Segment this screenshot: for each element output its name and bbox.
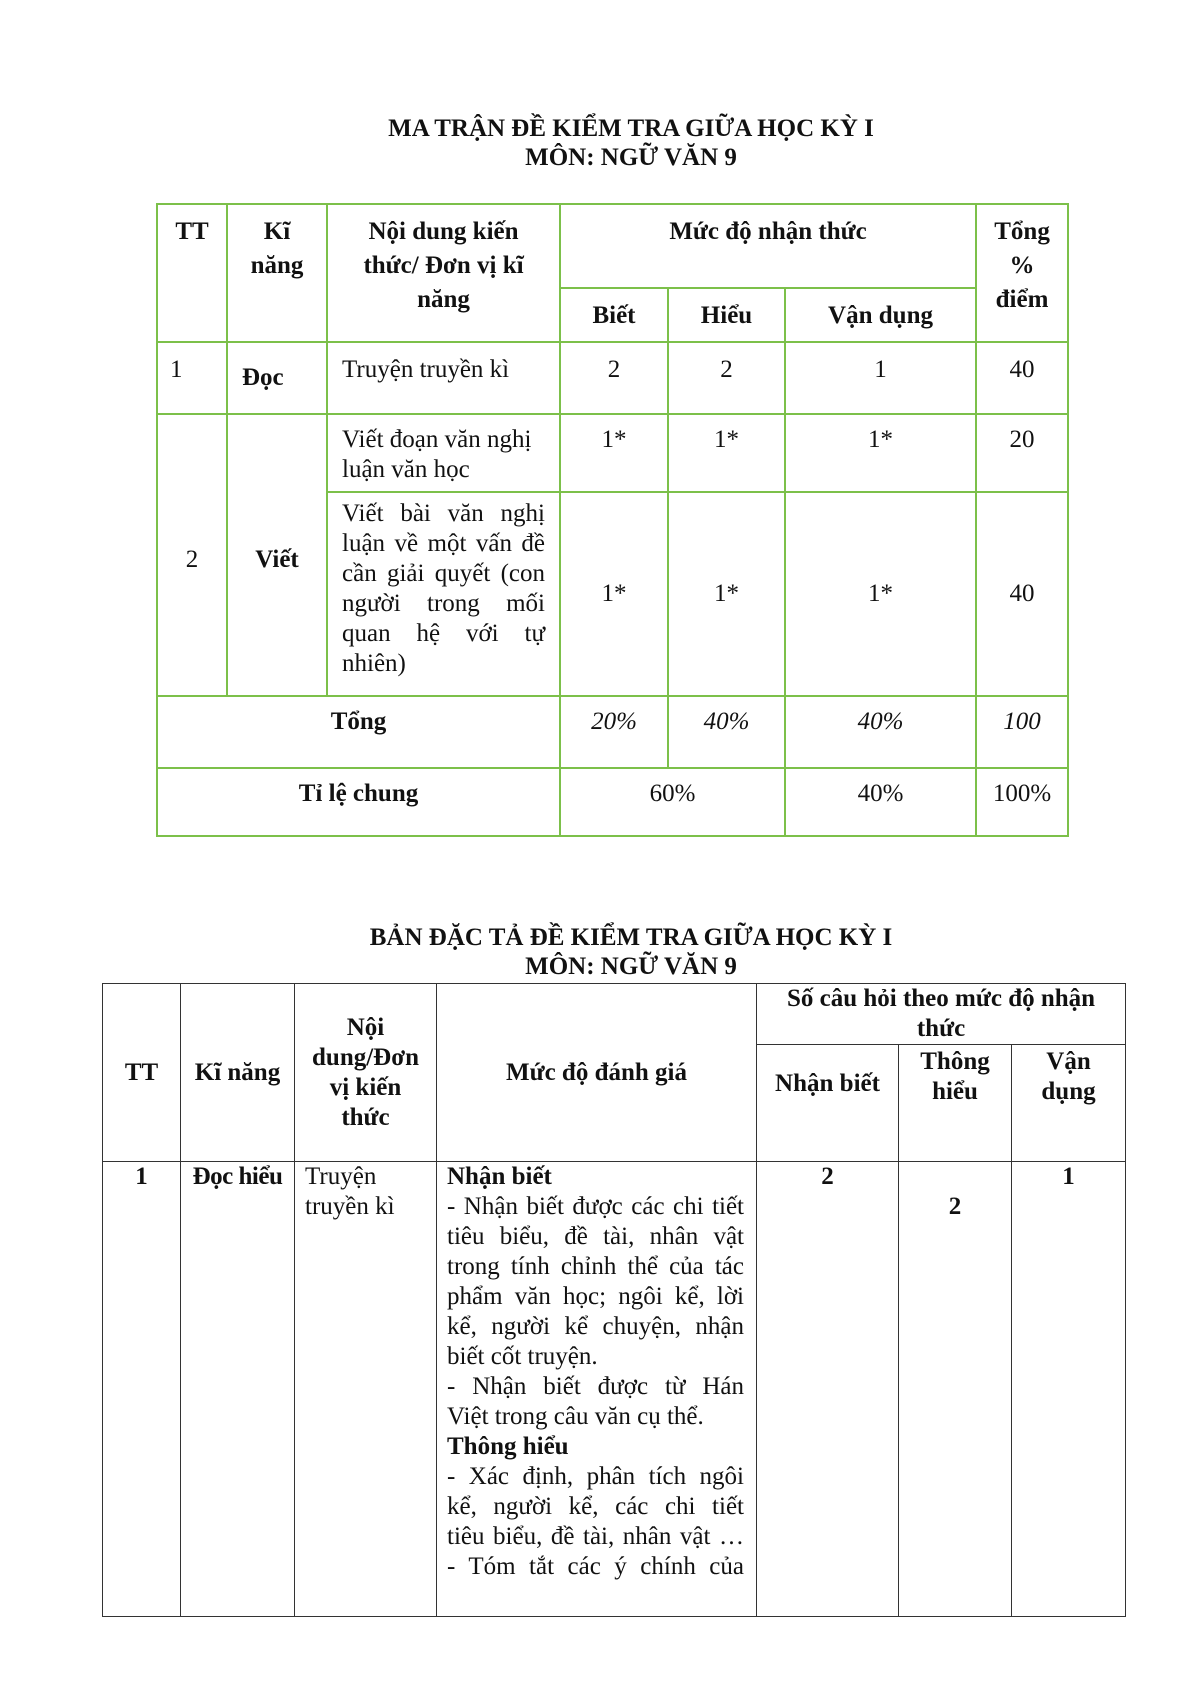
matrix-content-line: nhiên)	[342, 650, 406, 677]
matrix-cell-content	[327, 492, 560, 696]
desc-line: trong tính chỉnh thể của tác	[447, 1253, 744, 1280]
spec-header-content-line: Nội	[346, 1013, 385, 1041]
desc-heading-comprehend: Thông hiểu	[447, 1433, 569, 1460]
desc-line: kể, người kể chuyện, nhận	[447, 1313, 744, 1340]
spec-row-reading	[103, 1162, 1126, 1617]
matrix-cell-know: 1*	[560, 414, 668, 492]
spec-cell-recognize: 2	[757, 1162, 899, 1617]
matrix-total-label: Tổng	[157, 696, 560, 768]
matrix-cell-know: 2	[560, 342, 668, 414]
matrix-ratio-know-understand: 60%	[560, 768, 785, 836]
spec-header-content-line: thức	[341, 1103, 390, 1131]
spec-header-tt: TT	[103, 984, 181, 1162]
spec-title-line1: BẢN ĐẶC TẢ ĐỀ KIỂM TRA GIỮA HỌC KỲ I	[369, 924, 893, 951]
spec-table	[102, 983, 1126, 1617]
spec-title	[0, 923, 1190, 981]
matrix-cell-understand: 1*	[668, 414, 785, 492]
spec-header-content	[295, 984, 437, 1162]
spec-header-questions	[757, 984, 1126, 1045]
matrix-header-total-l1: Tổng	[994, 218, 1050, 245]
matrix-cell-know: 1*	[560, 492, 668, 696]
desc-line: tiêu biểu, đề tài, nhân vật	[447, 1223, 744, 1250]
spec-header-row	[103, 984, 1126, 1045]
desc-line: - Nhận biết được các chi tiết	[447, 1193, 744, 1220]
spec-header-content-line: dung/Đơn	[312, 1043, 419, 1071]
matrix-cell-content	[327, 414, 560, 492]
matrix-cell-apply: 1*	[785, 492, 976, 696]
matrix-content-line: Viết đoạn văn nghị	[342, 426, 532, 453]
spec-cell-apply: 1	[1012, 1162, 1126, 1617]
matrix-total-apply: 40%	[785, 696, 976, 768]
matrix-ratio-label: Tỉ lệ chung	[157, 768, 560, 836]
matrix-content-line: cần giải quyết (con	[342, 560, 545, 587]
matrix-header-apply: Vận dụng	[785, 288, 976, 342]
matrix-header-level: Mức độ nhận thức	[560, 204, 976, 288]
spec-cell-comprehend: 2	[899, 1162, 1012, 1617]
spec-content-line: Truyện	[305, 1163, 377, 1190]
spec-header-apply-line: dụng	[1041, 1078, 1096, 1105]
matrix-header-total	[976, 204, 1068, 342]
spec-content-line: truyền kì	[305, 1193, 395, 1220]
matrix-total-know: 20%	[560, 696, 668, 768]
matrix-row-writing-paragraph	[157, 414, 1068, 492]
matrix-ratio-apply: 40%	[785, 768, 976, 836]
spec-header-comprehend	[899, 1045, 1012, 1162]
spec-header-questions-line: thức	[916, 1015, 966, 1042]
matrix-cell-content: Truyện truyền kì	[327, 342, 560, 414]
matrix-header-tt: TT	[157, 204, 227, 342]
matrix-header-know: Biết	[560, 288, 668, 342]
spec-cell-content	[295, 1162, 437, 1617]
spec-header-recognize: Nhận biết	[757, 1045, 899, 1162]
desc-line: - Xác định, phân tích ngôi	[447, 1463, 744, 1490]
matrix-cell-total: 40	[976, 342, 1068, 414]
desc-line: Việt trong câu văn cụ thể.	[447, 1403, 704, 1430]
spec-header-comprehend-line: Thông	[920, 1048, 990, 1075]
matrix-cell-apply: 1	[785, 342, 976, 414]
desc-heading-recognize: Nhận biết	[447, 1163, 552, 1190]
desc-line: - Nhận biết được từ Hán	[447, 1373, 744, 1400]
matrix-total-total: 100	[976, 696, 1068, 768]
spec-header-comprehend-line: hiểu	[932, 1078, 978, 1105]
spec-header-apply-line: Vận	[1046, 1048, 1091, 1075]
matrix-cell-total: 20	[976, 414, 1068, 492]
matrix-total-understand: 40%	[668, 696, 785, 768]
matrix-cell-skill: Viết	[227, 414, 327, 696]
spec-header-apply	[1012, 1045, 1126, 1162]
matrix-header-total-l3: điểm	[995, 286, 1049, 313]
matrix-content-line: Viết bài văn nghị	[342, 500, 545, 527]
matrix-header-understand: Hiểu	[668, 288, 785, 342]
matrix-header-content-l1: Nội dung kiến	[368, 218, 519, 245]
matrix-row-ratio	[157, 768, 1068, 836]
desc-line: kể, người kể, các chi tiết	[447, 1493, 744, 1520]
matrix-header-content-l3: năng	[417, 286, 470, 313]
matrix-cell-tt: 1	[157, 342, 227, 414]
matrix-cell-apply: 1*	[785, 414, 976, 492]
matrix-content-line: người trong mối	[342, 590, 545, 617]
matrix-header-skill-l1: Kĩ	[263, 218, 291, 245]
matrix-cell-skill: Đọc	[227, 342, 327, 414]
desc-line: - Tóm tắt các ý chính của	[447, 1553, 744, 1580]
spec-header-skill: Kĩ năng	[181, 984, 295, 1162]
spec-header-assessment: Mức độ đánh giá	[437, 984, 757, 1162]
matrix-header-skill	[227, 204, 327, 342]
spec-title-line2: MÔN: NGỮ VĂN 9	[525, 953, 737, 980]
spec-cell-tt: 1	[103, 1162, 181, 1617]
matrix-title-line2: MÔN: NGỮ VĂN 9	[525, 144, 737, 171]
desc-line: tiêu biểu, đề tài, nhân vật …	[447, 1523, 744, 1550]
desc-line: biết cốt truyện.	[447, 1343, 598, 1370]
desc-line: phẩm văn học; ngôi kể, lời	[447, 1283, 744, 1310]
matrix-table	[156, 203, 1069, 837]
matrix-title	[0, 114, 1190, 172]
matrix-header-content-l2: thức/ Đơn vị kĩ	[363, 252, 524, 279]
matrix-header-content	[327, 204, 560, 342]
matrix-ratio-total: 100%	[976, 768, 1068, 836]
matrix-content-line: quan hệ với tự	[342, 620, 545, 647]
matrix-row-reading	[157, 342, 1068, 414]
matrix-content-line: luận văn học	[342, 456, 470, 483]
spec-header-content-line: vị kiến	[329, 1073, 402, 1101]
matrix-header-skill-l2: năng	[250, 252, 304, 279]
spec-header-questions-line: Số câu hỏi theo mức độ nhận	[786, 985, 1096, 1012]
matrix-header-row	[157, 204, 1068, 288]
spec-cell-assessment	[437, 1162, 757, 1617]
matrix-header-total-l2: %	[1009, 252, 1035, 279]
spec-cell-skill: Đọc hiểu	[181, 1162, 295, 1617]
matrix-title-line1: MA TRẬN ĐỀ KIỂM TRA GIỮA HỌC KỲ I	[388, 115, 874, 142]
matrix-cell-total: 40	[976, 492, 1068, 696]
matrix-row-total	[157, 696, 1068, 768]
matrix-cell-tt: 2	[157, 414, 227, 696]
matrix-content-line: luận về một vấn đề	[342, 530, 545, 557]
matrix-cell-understand: 1*	[668, 492, 785, 696]
matrix-cell-understand: 2	[668, 342, 785, 414]
